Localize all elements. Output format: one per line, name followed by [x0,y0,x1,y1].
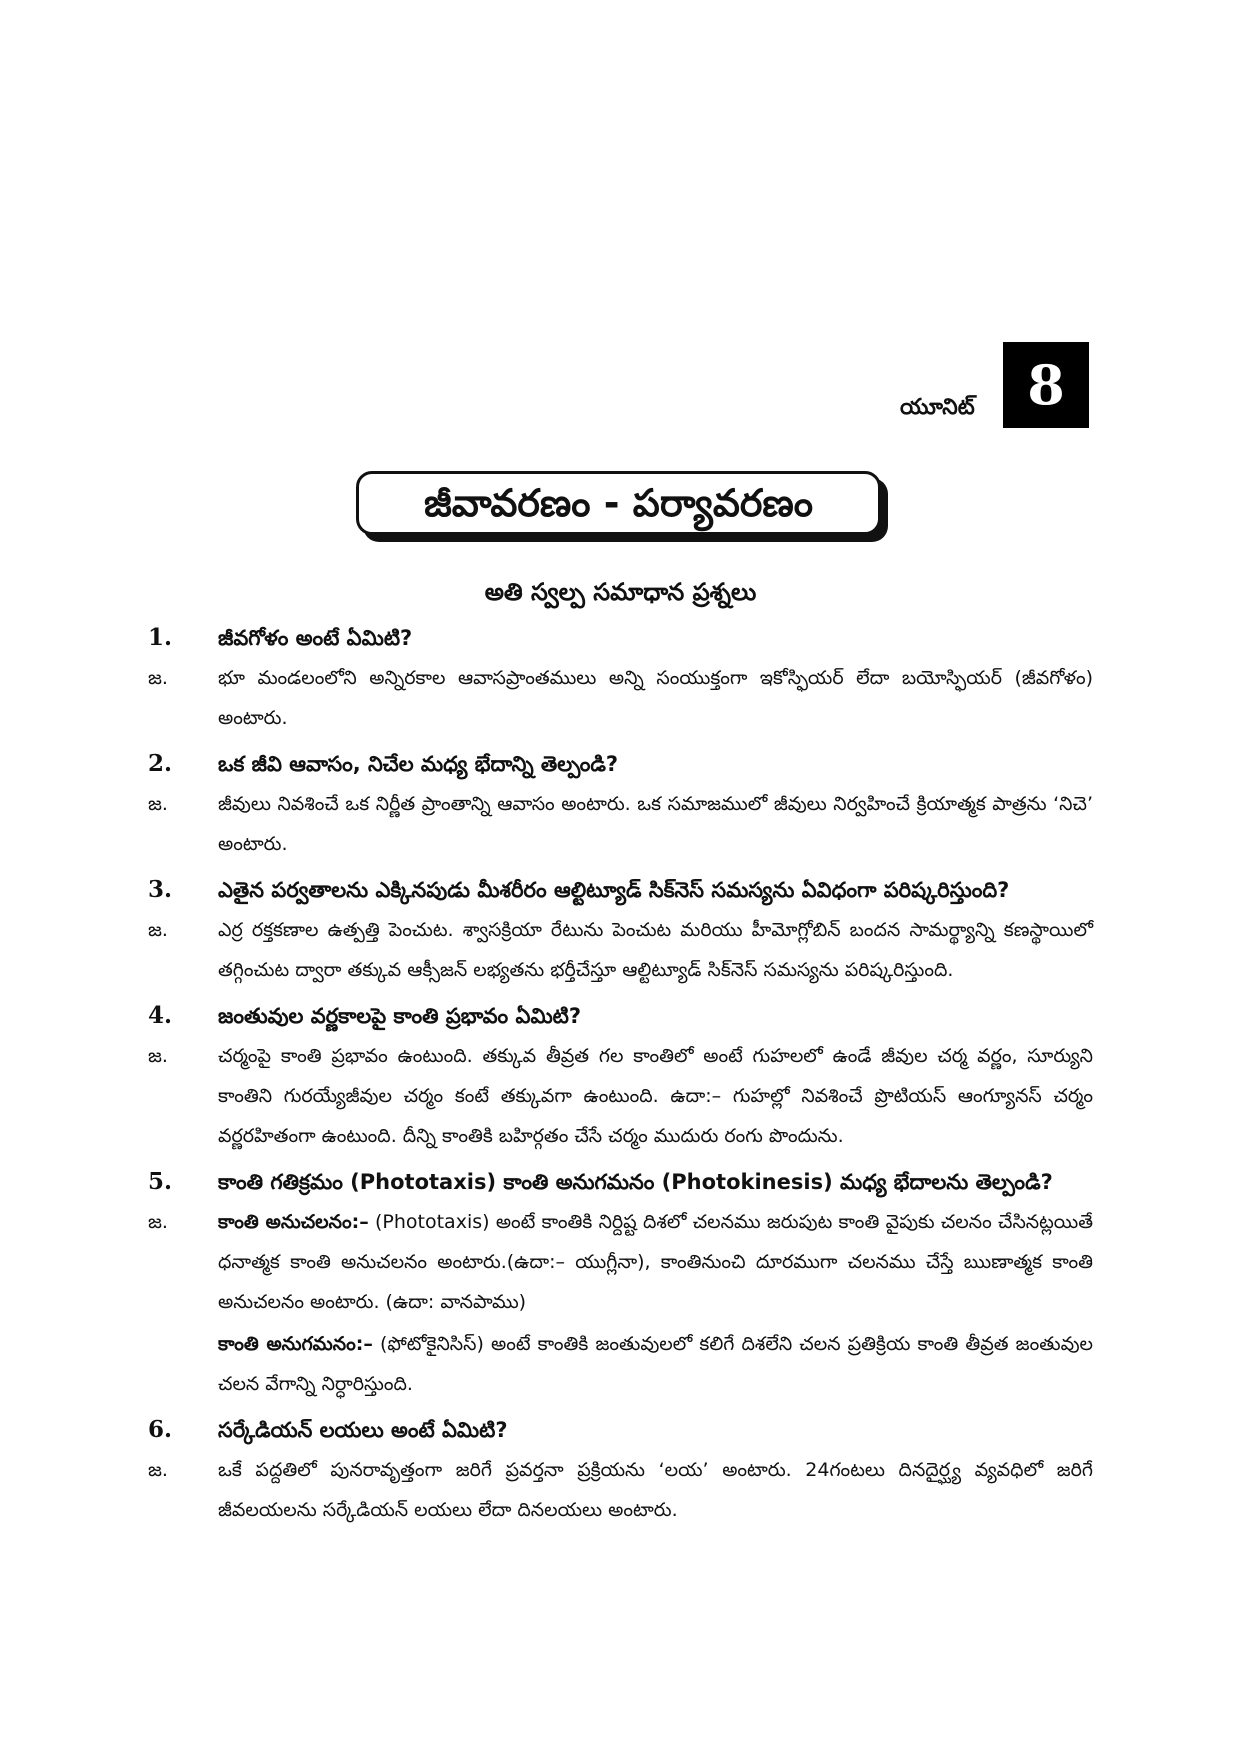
question-row [148,1162,1093,1202]
answer-paragraph [218,1450,1093,1530]
answer-row [148,658,1093,738]
question-number: 5. [148,1168,173,1195]
answer-paragraph [218,658,1093,738]
answer-text: భూ మండలంలోని అన్నిరకాల ఆవాసప్రాంతములు అన్ని సంయుక్తంగా ఇకోస్ఫియర్ లేదా బయోస్ఫియర్ (జీవగోళం) అంటారు. [218,667,1093,729]
answer-row [148,1450,1093,1530]
answer-term: కాంతి అనుచలనం:– [218,1211,369,1233]
chapter-title-box [356,471,881,535]
question-row [148,744,1093,784]
answer-text: ఎర్ర రక్తకణాల ఉత్పత్తి పెంచుట. శ్వాసక్రియా రేటును పెంచుట మరియు హీమోగ్లోబిన్ బందన సామర్థ్యాన్ని కణస్థాయిలో తగ్గించుట ద్వారా తక్కువ ఆక్సీజన్ లభ్యతను భర్తీచేస్తూ ఆల్టిట్యూడ్ సిక్‌నెస్ సమస్యను పరిష్కరిస్తుంది. [218,919,1093,981]
answer-paragraph [218,910,1093,990]
question-text: జంతువుల వర్ణకాలపై కాంతి ప్రభావం ఏమిటి? [218,1004,582,1028]
question-text: ఎతైన పర్వతాలను ఎక్కినపుడు మీశరీరం ఆల్టిట్యూడ్ సిక్‌నెస్ సమస్యను ఏవిధంగా పరిష్కరిస్తుంది? [218,878,1010,902]
answer-row [148,1036,1093,1156]
question-number: 1. [148,624,173,651]
answer-marker: జ. [148,793,168,815]
answer-marker: జ. [148,919,168,941]
question-text: ఒక జీవి ఆవాసం, నిచేల మధ్య భేదాన్ని తెల్పండి? [218,752,619,776]
answer-text: (Phototaxis) అంటే కాంతికి నిర్దిష్ట దిశలో చలనము జరుపుట కాంతి వైపుకు చలనం చేసినట్లయితే ధనాత్మక కాంతి అనుచలనం అంటారు.(ఉదా:– యుగ్లీనా), కాంతినుంచి దూరముగా చలనము చేస్తే ఋణాత్మక కాంతి అనుచలనం అంటారు. (ఉదా: వానపాము) [218,1211,1094,1313]
answer-body [218,1202,1093,1404]
question-number: 2. [148,750,173,777]
question-text: జీవగోళం అంటే ఏమిటి? [218,626,413,650]
answer-marker: జ. [148,1459,168,1481]
answer-row [148,784,1093,864]
unit-number: 8 [1027,353,1065,417]
question-row [148,618,1093,658]
question-number: 3. [148,876,173,903]
answer-text: జీవులు నివశించే ఒక నిర్ణీత ప్రాంతాన్ని ఆవాసం అంటారు. ఒక సమాజములో జీవులు నిర్వహించే క్రియాత్మక పాత్రను ‘నిచె’ అంటారు. [218,793,1093,855]
question-text: సర్కేడియన్ లయలు అంటే ఏమిటి? [218,1418,508,1442]
answer-paragraph [218,1324,1093,1404]
answer-marker: జ. [148,667,168,689]
question-number: 4. [148,1002,173,1029]
question-number: 6. [148,1416,173,1443]
answer-text: ఒకే పద్దతిలో పునరావృత్తంగా జరిగే ప్రవర్తనా ప్రక్రియను ‘లయ’ అంటారు. 24గంటలు దినదైర్ఘ్య వ్యవధిలో జరిగే జీవలయలను సర్కేడియన్ లయలు లేదా దినలయలు అంటారు. [218,1459,1093,1521]
answer-paragraph [218,1202,1093,1322]
question-row [148,1410,1093,1450]
answer-body [218,658,1093,738]
unit-number-box [1003,342,1089,428]
question-answer-list [148,618,1093,1530]
section-heading: అతి స్వల్ప సమాధాన ప్రశ్నలు [484,578,757,606]
answer-text: (ఫోటోకైనిసిస్) అంటే కాంతికి జంతువులలో కలిగే దిశలేని చలన ప్రతిక్రియ కాంతి తీవ్రత జంతువుల చలన వేగాన్ని నిర్ధారిస్తుంది. [218,1333,1093,1395]
answer-body [218,1450,1093,1530]
question-row [148,996,1093,1036]
answer-body [218,784,1093,864]
unit-label: యూనిట్ [900,395,975,420]
question-row [148,870,1093,910]
answer-marker: జ. [148,1045,168,1067]
answer-paragraph [218,784,1093,864]
answer-body [218,1036,1093,1156]
answer-marker: జ. [148,1211,168,1233]
question-text: కాంతి గతిక్రమం (Phototaxis) కాంతి అనుగమనం (Photokinesis) మధ్య భేదాలను తెల్పండి? [218,1170,1053,1194]
answer-paragraph [218,1036,1093,1156]
answer-body [218,910,1093,990]
answer-text: చర్మంపై కాంతి ప్రభావం ఉంటుంది. తక్కువ తీవ్రత గల కాంతిలో అంటే గుహలలో ఉండే జీవుల చర్మ వర్ణం, సూర్యుని కాంతిని గురయ్యేజీవుల చర్మం కంటే తక్కువగా ఉంటుంది. ఉదా:– గుహల్లో నివశించే ప్రొటియస్ ఆంగ్యూనస్ చర్మం వర్ణరహితంగా ఉంటుంది. దీన్ని కాంతికి బహిర్గతం చేసే చర్మం ముదురు రంగు పొందును. [218,1045,1093,1147]
answer-row [148,1202,1093,1404]
answer-term: కాంతి అనుగమనం:– [218,1333,373,1355]
answer-row [148,910,1093,990]
chapter-title: జీవావరణం - పర్యావరణం [423,481,814,525]
